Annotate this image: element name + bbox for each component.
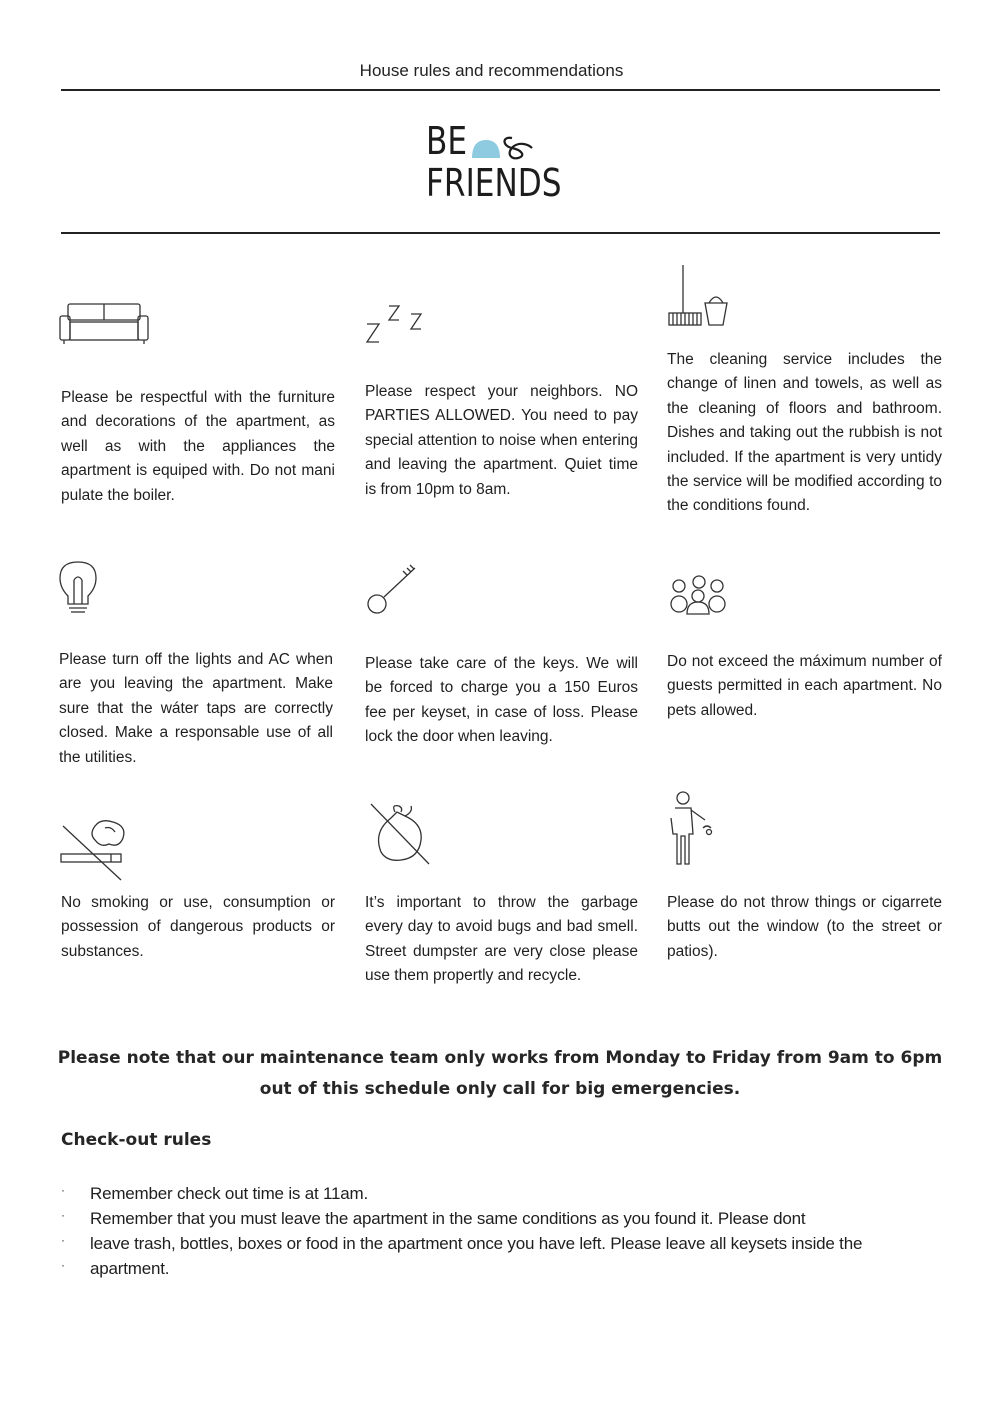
logo-text-friends: FRIENDS xyxy=(426,161,562,205)
rule-window-text: Please do not throw things or cigarrete butts out the window (to the street or patios). xyxy=(667,894,942,960)
rule-keys-text: Please take care of the keys. We will be forced to charge you a 150 Euros fee per keyset, in case of loss. Please lock the door when leaving. xyxy=(365,655,638,746)
broom-bucket-icon xyxy=(667,263,731,329)
checkout-rules-list xyxy=(90,1181,925,1281)
person-throwing-icon xyxy=(667,790,719,866)
key-icon xyxy=(365,562,419,616)
rule-garbage-text: It’s important to throw the garbage every day to avoid bugs and bad smell. Street dumpster are very close please use them propertly and recycle. xyxy=(365,894,638,985)
rule-guests-text: Do not exceed the máximum number of guests permitted in each apartment. No pets allowed. xyxy=(667,653,942,719)
no-smoking-icon xyxy=(59,814,131,884)
sleep-zzz-icon xyxy=(365,302,425,346)
bullet-marker: · xyxy=(61,1258,65,1272)
maintenance-notice-line1: Please note that our maintenance team only works from Monday to Friday from 9am to 6pm xyxy=(57,1048,943,1068)
rule-cleaning-text: The cleaning service includes the change of linen and towels, as well as the cleaning of floors and bathroom. Dishes and taking out the rubbish is not included. If the apartment is very untidy the service will be modified according to the conditions found. xyxy=(667,351,942,515)
no-garbage-bag-icon xyxy=(367,802,433,866)
bullet-marker: · xyxy=(61,1183,65,1197)
checkout-line: Remember check out time is at 11am. xyxy=(90,1184,369,1203)
maintenance-notice xyxy=(55,1043,945,1105)
maintenance-notice-line2: out of this schedule only call for big emergencies. xyxy=(259,1079,741,1099)
rule-neighbors-text: Please respect your neighbors. NO PARTIES ALLOWED. You need to pay special attention to noise when entering and leaving the apartment. Quiet time is from 10pm to 8am. xyxy=(365,383,638,498)
checkout-line: Remember that you must leave the apartment in the same conditions as you found it. Please dont xyxy=(90,1209,806,1228)
sofa-icon xyxy=(58,302,150,346)
be-friends-logo xyxy=(426,120,586,210)
rule-furniture-text: Please be respectful with the furniture and decorations of the apartment, as well as with the appliances the apartment is equiped with. Do not mani pulate the boiler. xyxy=(61,389,335,504)
group-of-people-icon xyxy=(667,574,731,616)
header-divider-top xyxy=(61,89,940,91)
checkout-heading: Check-out rules xyxy=(61,1130,212,1150)
bullet-marker: · xyxy=(61,1208,65,1222)
header-divider-bottom xyxy=(61,232,940,234)
logo-accent-mark xyxy=(472,134,534,162)
checkout-line: apartment. xyxy=(90,1259,170,1278)
bullet-marker: · xyxy=(61,1233,65,1247)
rule-lights-text: Please turn off the lights and AC when are you leaving the apartment. Make sure that the wáter taps are correctly closed. Make a responsable use of all the utilities. xyxy=(59,651,333,766)
rule-smoking-text: No smoking or use, consumption or possession of dangerous products or substances. xyxy=(61,894,335,960)
lightbulb-icon xyxy=(58,558,98,618)
logo-text-be: BE xyxy=(426,119,468,163)
page-header-title: House rules and recommendations xyxy=(359,61,624,80)
checkout-line: leave trash, bottles, boxes or food in the apartment once you have left. Please leave all keysets inside the xyxy=(90,1234,863,1253)
